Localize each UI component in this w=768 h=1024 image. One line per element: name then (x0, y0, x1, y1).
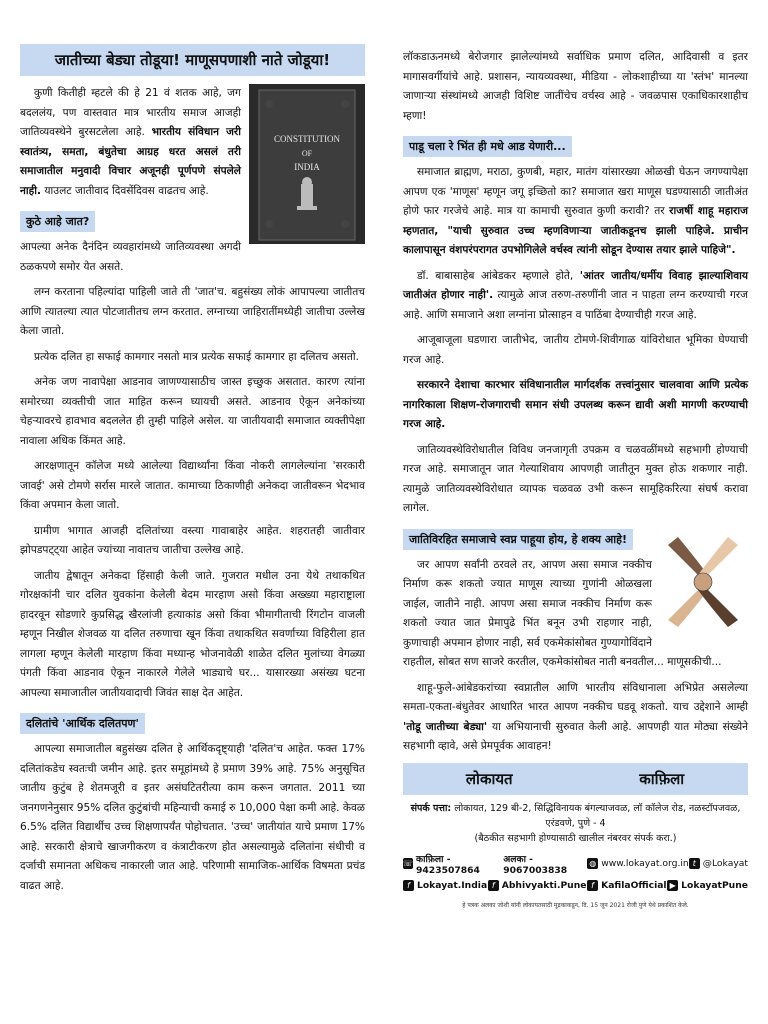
brand-bar (403, 763, 748, 795)
fineprint: हे पत्रक अलका जोशी यांनी लोकायतसाठी मुद्रकाकडून, दि. 15 जून 2021 रोजी पुणे येथे प्रकाशित केले. (462, 901, 689, 909)
page-title: जातीच्या बेड्या तोडूया! माणूसपणाशी नाते जोडूया! (20, 44, 365, 76)
paragraph: अनेक जण नावापेक्षा आडनाव जाणण्यासाठीच जास्त इच्छुक असतात. कारण त्यांना समोरच्या व्यक्तीची जात माहित करून घ्यायची असते. आडनाव ऐकून अनेकांच्या चेहऱ्यावरचे हावभाव बदललेत ही तुम्ही पाहिले असेल. या जातीयवादी समाजात व्यक्तीपेक्षा नावाला अधिक किंमत आहे. (20, 376, 365, 447)
facebook-lokayat-link[interactable]: f Lokayat.India (403, 880, 487, 891)
section-heading-dream: जातिविरहित समाजाचे स्वप्न पाहूया होय, हे शक्य आहे! (403, 529, 633, 550)
paragraph: आरक्षणातून कॉलेज मध्ये आलेल्या विद्यार्थ्यांना किंवा नोकरी लागलेल्यांना 'सरकारी जावई' असे टोमणे सर्रास मारले जातात. कामाच्या ठिकाणीही अनेकदा जातीवरून भेदभाव किंवा अपमान केला जातो. (20, 460, 365, 511)
right-column (403, 48, 748, 909)
constitution-book-image (249, 84, 365, 244)
paragraph: आजूबाजूला घडणारा जातीभेद, जातीय टोमणे-शिवीगाळ यांविरोधात भूमिका घेण्याची गरज आहे. (403, 334, 748, 366)
facebook-kafila-link[interactable]: f KafilaOfficial (587, 880, 666, 891)
paragraph: आपल्या समाजातील बहुसंख्य दलित हे आर्थिकदृष्ट्याही 'दलित'च आहेत. फक्त 17% दलितांकडेच स्वतःची जमीन आहे. इतर समूहांमध्ये हे प्रमाण 39% आहे. 75% अनुसूचित जातीय कुटुंब हे शेतमजूरी व इतर असंघटितरीत्या काम करून जगतात. 2011 च्या जनगणनेनुसार 95% दलित कुटुंबांची महिन्याची कमाई रु 10,000 पेक्षा कमी आहे. केवळ 6.5% दलित विद्यार्थीच उच्च शिक्षणापर्यंत पोहोचतात. 'उच्च' जातीयांत याचे प्रमाण 17% आहे. सरकारी क्षेत्राचे खाजगीकरण व कंत्राटीकरण होत असल्यामुळे दलितांना संधीची व दर्जाची समानता अधिकच नाकारली जात आहे. परिणामी सामाजिक-आर्थिक विषमता प्रचंड वाढत आहे. (20, 743, 365, 892)
social-row (403, 880, 748, 891)
footer (403, 763, 748, 909)
paragraph: जर आपण सर्वांनी ठरवले तर, आपण असा समाज नक्कीच निर्माण करू शकतो ज्यात माणूस त्याच्या गुणांनी ओळखला जाईल, जातीने नाही. आपण असा समाज नक्कीच निर्माण करू शकतो ज्यात जात प्रेमापुढे भिंत बनून उभी राहणार नाही, कुणाचाही अपमान होणार नाही, सर्व एकमेकांसोबत गुण्यागोविंदाने राहतील, सोबत सण साजरे करतील, एकमेकांसोबत नाती बनवतील... माणूसकीची... (403, 558, 722, 668)
paragraph: जातिव्यवस्थेविरोधातील विविध जनजागृती उपक्रम व चळवळींमध्ये सहभागी होण्याची गरज आहे. समाजातून जात गेल्याशिवाय आपणही जातीतून मुक्त होऊ शकणार नाही. त्यामुळे जातिव्यवस्थेविरोधात व्यापक चळवळ उभी करून सामूहिकरित्या संघर्ष करावा लागेल. (403, 443, 748, 514)
contact-row (403, 852, 748, 876)
phone-icon: ☏ (403, 859, 414, 868)
facebook-icon: f (587, 880, 598, 891)
intro-paragraph: कुणी कितीही म्हटले की हे 21 वं शतक आहे, जग बदललंय, पण वास्तवात मात्र भारतीय समाज आजही जातिव्यवस्थेने बुरसटलेला आहे. भारतीय संविधान जरी स्वातंत्र्य, समता, बंधुतेचा आग्रह धरत असलं तरी समाजातील मनुवादी विचार अजूनही पूर्णपणे संपलेले नाही. याउलट जातीवाद दिवसेंदिवस वाढतच आहे. (20, 87, 242, 197)
book-title-line1: CONSTITUTION (274, 134, 340, 144)
paragraph: आपल्या अनेक दैनंदिन व्यवहारांमध्ये जातिव्यवस्था अगदी ठळकपणे समोर येत असते. (20, 241, 241, 273)
youtube-icon: ▶ (667, 880, 678, 891)
facebook-icon: f (403, 880, 414, 891)
phone-kafila[interactable]: ☏ काफ़िला - 9423507864 (403, 853, 480, 876)
joined-hands-image (658, 525, 748, 635)
paragraph: सरकारने देशाचा कारभार संविधानातील मार्गदर्शक तत्त्वांनुसार चालवावा आणि प्रत्येक नागरिकाला शिक्षण-रोजगाराची समान संधी उपलब्ध करून द्यावी अशी मागणी करण्याची गरज आहे. (403, 379, 748, 430)
website-link[interactable]: ◍ www.lokayat.org.in (589, 858, 689, 869)
book-title-line3: INDIA (294, 162, 320, 172)
paragraph: लॉकडाऊनमध्ये बेरोजगार झालेल्यांमध्ये सर्वाधिक प्रमाण दलित, आदिवासी व इतर मागासवर्गीयांचे आहे. प्रशासन, न्यायव्यवस्था, मीडिया - लोकशाहीच्या या 'स्तंभ' मानल्या जाणाऱ्या संस्थांमध्ये आजही विशिष्ट जातींचेच वर्चस्व आहे - जवळपास एकाधिकारशाहीच म्हणा! (403, 51, 748, 122)
paragraph: जातीय द्वेषातून अनेकदा हिंसाही केली जाते. गुजरात मधील उना येथे तथाकथित गोरक्षकांनी चार दलित युवकांना केलेली बेदम मारहाण असो किंवा अख्ख्या महाराष्ट्राला हादरवून सोडणारे कुप्रसिद्ध खैरलांजी हत्याकांड असो किंवा भीमागीताची रिंगटोन वाजली म्हणून निखील शेजवळ या दलित तरुणाचा खून किंवा तथाकथित सवर्णाच्या विहिरीला हात लागला म्हणून केलेली मारहाण किंवा मध्यान्ह भोजनावेळी शाळेत दलित मुलांच्या वेगळ्या पंगती किंवा आडनाव ऐकून नाकारले गेलेले भाड्याचे घर... यासारख्या असंख्य घटना आपल्या समाजातील जातीयवादाची जिवंत साक्ष देत आहेत. (20, 569, 365, 699)
section-heading-economic: दलितांचे 'आर्थिक दलितपण' (20, 713, 145, 734)
twitter-link[interactable]: t @Lokayat (689, 858, 748, 869)
globe-icon: ◍ (587, 858, 598, 869)
brand-kafila: काफ़िला (639, 769, 685, 788)
paragraph: समाजात ब्राह्मण, मराठा, कुणबी, महार, मातंग यांसारख्या ओळखी घेऊन जगण्यापेक्षा आपण एक 'माणूस' म्हणून जगू इच्छितो का? समाजात खरा माणूस घडण्यासाठी जातीअंत होणे फार गरजेचे आहे. मात्र या कामाची सुरुवात कुणी करावी? तर राजर्षी शाहू महाराज म्हणतात, "याची सुरुवात उच्च म्हणविणाऱ्या जातीकडूनच झाली पाहिजे. प्राचीन कालापासून वंशपरंपरागत उपभोगिलेले वर्चस्व त्यांनी सोडून देण्यास तयार झाले पाहिजे". (403, 166, 748, 256)
paragraph: शाहू-फुले-आंबेडकरांच्या स्वप्नातील आणि भारतीय संविधानाला अभिप्रेत असलेल्या समता-एकता-बंधुतेवर आधारित भारत आपण नक्कीच घडवू शकतो. याच उद्देशाने आम्ही 'तोडू जातीच्या बेड्या' या अभियानाची सुरुवात केली आहे. आपणही यात मोठ्या संख्येने सहभागी व्हावे, असे प्रेमपूर्वक आवाहन! (403, 681, 748, 752)
paragraph: प्रत्येक दलित हा सफाई कामगार नसतो मात्र प्रत्येक सफाई कामगार हा दलितच असतो. (34, 350, 360, 363)
youtube-link[interactable]: ▶ LokayatPune (667, 880, 748, 891)
paragraph: ग्रामीण भागात आजही दलितांच्या वस्त्या गावाबाहेर आहेत. शहरातही जातीवार झोपडपट्ट्या आहेत ज्यांच्या नावातच जातीचा उल्लेख आहे. (20, 524, 365, 556)
facebook-abhivyakti-link[interactable]: f Abhivyakti.Pune (488, 880, 587, 891)
book-title-line2: OF (301, 149, 313, 158)
twitter-icon: t (689, 858, 700, 869)
phone-alka[interactable]: अलका - 9067003838 (503, 853, 568, 876)
brand-lokayat: लोकायत (465, 769, 513, 788)
contact-note: (बैठकीत सहभागी होण्यासाठी खालील नंबरवर संपर्क करा.) (474, 832, 677, 844)
left-column (20, 44, 365, 902)
paragraph: डॉ. बाबासाहेब आंबेडकर म्हणाले होते, 'आंतर जातीय/धर्मीय विवाह झाल्याशिवाय जातीअंत होणार नाही'. त्यामुळे आज तरुण-तरुणींनी जात न पाहता लग्न करण्याची गरज आहे. आणि समाजाने अशा लग्नांना प्रोत्साहन व पाठिंबा देण्याचीही गरज आहे. (403, 269, 748, 321)
section-heading-break-wall: पाडू चला रे भिंत ही मधे आड येणारी... (403, 136, 572, 157)
paragraph: लग्न करताना पहिल्यांदा पाहिली जाते ती 'जात'च. बहुसंख्य लोकं आपापल्या जातीतच आणि त्यातल्या त्यात पोटजातीतच लग्न करतात. लग्नाच्या जाहिरातींमध्येही जातीचा उल्लेख केला जातो. (20, 286, 365, 337)
contact-address: संपर्क पत्ता: लोकायत, 129 बी-2, सिद्धिविनायक बंगल्याजवळ, लॉ कॉलेज रोड, नळस्टॉपजवळ, एरंडवणे, पुणे - 4 (बैठकीत सहभागी होण्यासाठी खालील नंबरवर संपर्क करा.) (410, 802, 741, 844)
facebook-icon: f (488, 880, 499, 891)
section-heading-where-is-caste: कुठे आहे जात? (20, 211, 95, 232)
